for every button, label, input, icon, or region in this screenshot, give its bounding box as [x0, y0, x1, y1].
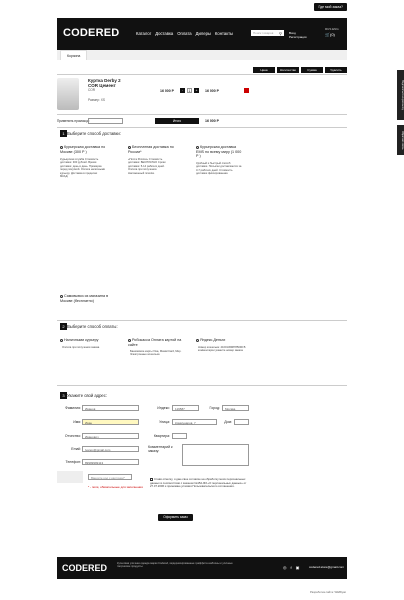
- main-nav: [136, 31, 233, 36]
- payment-option-yandex[interactable]: [196, 338, 251, 343]
- product-size: Размер: XS: [88, 98, 105, 102]
- comment-label: Комментарий к заказу:: [148, 445, 173, 453]
- product-image[interactable]: [57, 78, 79, 110]
- nav-item-payment[interactable]: Оплата: [177, 31, 192, 36]
- nav-item-delivery[interactable]: Доставка: [155, 31, 174, 36]
- tab-cart[interactable]: Корзина: [60, 50, 87, 60]
- quantity-stepper: [180, 88, 199, 93]
- delivery-option-ems[interactable]: [196, 145, 242, 159]
- required-note: * - поля, обязательные для заполнения: [88, 485, 143, 489]
- divider: [57, 127, 347, 128]
- captcha-input[interactable]: Введите код с картинки*: [88, 474, 132, 480]
- delivery-option-label: Курьерская доставка EMS по всему миру (1 000 Р ): [196, 145, 242, 158]
- flat-label: Квартира:: [153, 434, 170, 438]
- total-value: 16 000 Р: [205, 119, 220, 123]
- where-order-button[interactable]: Где мой заказ?: [314, 3, 347, 11]
- address-title: Укажите свой адрес:: [67, 393, 108, 398]
- middlename-field[interactable]: Иванович: [82, 433, 139, 439]
- facebook-icon[interactable]: f: [290, 565, 292, 570]
- phone-label: Телефон:: [65, 460, 81, 464]
- divider: [57, 385, 347, 386]
- house-field[interactable]: [234, 419, 249, 425]
- delivery-option-pickup[interactable]: [60, 294, 110, 303]
- payment-title: Выберите способ оплаты:: [67, 324, 118, 329]
- payment-option-robokassa[interactable]: [128, 338, 183, 347]
- radio[interactable]: [128, 146, 131, 149]
- cart-link[interactable]: [325, 32, 335, 37]
- search-input[interactable]: Поиск товаров: [251, 30, 284, 36]
- consent-text: Ставя отметку, я даю свое согласие на обработку моих персональных данных в соответствии с законом №152-ФЗ «О персональных данных» от 27.07.2006 и принимаю условия Пользовательского соглашения.: [150, 477, 247, 489]
- payment-option-label: Яндекс.Деньги: [200, 338, 226, 342]
- delivery-option-label: Бесплатная доставка по России*: [128, 145, 174, 154]
- delivery-option-courier[interactable]: [60, 145, 106, 154]
- lastname-label: Фамилия:: [65, 406, 81, 410]
- product-price: 16 000 Р: [160, 89, 175, 93]
- radio[interactable]: [196, 339, 199, 342]
- vk-icon[interactable]: ▣: [295, 565, 300, 570]
- payment-option-desc: Оплата при получении заказа: [62, 346, 100, 349]
- middlename-label: Отчество:: [64, 434, 81, 438]
- house-label: Дом:: [224, 420, 232, 424]
- payment-option-cash[interactable]: [60, 338, 115, 343]
- cart-column-headers: [57, 67, 347, 73]
- divider: [57, 74, 347, 75]
- delivery-option-label: Курьерская доставка по Москве (300 Р ): [60, 145, 106, 154]
- radio[interactable]: [128, 339, 131, 342]
- auth-links: [289, 31, 307, 39]
- city-label: Город:: [209, 406, 220, 410]
- delivery-option-desc: «Почта России» Стоимость доставки: БЕСПЛАТНО Сроки доставки: 5-14 рабочих дней. Оплата при получении. Наложенный платёж.: [128, 158, 166, 175]
- payment-option-label: Наличными курьеру: [64, 338, 99, 342]
- divider: [57, 114, 347, 115]
- product-sum: 16 000 Р: [205, 89, 220, 93]
- divider: [57, 320, 347, 321]
- payment-option-desc: Номер кошелька: 410013698785090 В комментарии укажите номер заказа: [198, 346, 246, 353]
- street-label: Улица:: [159, 420, 170, 424]
- radio[interactable]: [60, 295, 63, 298]
- firstname-field[interactable]: Иван: [82, 419, 139, 425]
- nav-item-dealers[interactable]: Дилеры: [195, 31, 211, 36]
- cart-count: (0): [329, 32, 335, 37]
- payment-option-desc: Банковские карты Visa, MasterCard, Мир. Электронные кошельки.: [130, 350, 182, 357]
- step-number: 2: [60, 323, 67, 330]
- captcha-image: [57, 471, 83, 483]
- email-label: Email:: [71, 447, 81, 451]
- city-field[interactable]: Москва: [222, 405, 249, 411]
- promo-label: Применить промокод:: [57, 119, 90, 123]
- search-icon[interactable]: ⚲: [279, 31, 282, 36]
- total-label: Итого: [155, 118, 199, 124]
- header: [57, 18, 347, 50]
- cart-icon: 🛒: [325, 32, 330, 37]
- register-link[interactable]: Регистрация: [289, 35, 307, 39]
- consent-checkbox[interactable]: [150, 478, 250, 489]
- qty-plus-button[interactable]: +: [195, 88, 198, 92]
- made-by[interactable]: Разработка сайта: WEBtyan: [310, 590, 347, 594]
- phone-field[interactable]: 89999999113: [82, 459, 139, 465]
- flat-field[interactable]: [172, 433, 187, 439]
- topbar: [57, 0, 347, 16]
- radio[interactable]: [60, 339, 63, 342]
- product-title-line1: Куртка Derby 2: [88, 78, 121, 83]
- delivery-option-post[interactable]: [128, 145, 174, 154]
- col-qty: Количество: [277, 67, 299, 73]
- delivery-title: Выберите способ доставки:: [67, 131, 121, 136]
- footer-logo[interactable]: CODERED: [62, 563, 108, 573]
- step-number: 1: [60, 130, 67, 137]
- col-delete: Удалить: [325, 67, 347, 73]
- subscribe-side-button[interactable]: Подписаться на рассылку: [397, 70, 404, 120]
- col-sum: Сумма: [301, 67, 323, 73]
- feedback-side-button[interactable]: Обратная связь: [397, 125, 404, 155]
- radio[interactable]: [196, 146, 199, 149]
- payment-option-label: Робокасса Оплата картой на сайте: [128, 338, 182, 347]
- promo-input[interactable]: [88, 118, 123, 124]
- footer-text: Культовая уличная одежда марки Codered, модернизированные граффити-шаблоны и уличные творческие продукты.: [117, 562, 233, 569]
- email-field[interactable]: ivanov@gmail.com: [82, 446, 139, 452]
- delivery-option-label: Самовывоз из магазина в Москве (бесплатно): [60, 294, 109, 303]
- qty-input[interactable]: 1: [188, 89, 191, 93]
- product-brand: COR: [88, 88, 96, 92]
- product-title-line2: COR Цемент: [88, 83, 116, 88]
- radio[interactable]: [60, 146, 63, 149]
- qty-minus-button[interactable]: -: [182, 88, 183, 92]
- index-field[interactable]: 119587: [172, 405, 199, 411]
- tabs: [57, 50, 347, 60]
- index-label: Индекс:: [157, 406, 170, 410]
- delete-item-button[interactable]: [244, 88, 249, 93]
- footer: [57, 557, 347, 579]
- submit-order-button[interactable]: Оформить заказ: [158, 514, 193, 521]
- lastname-field[interactable]: Иванов: [82, 405, 139, 411]
- footer-email[interactable]: codered.store@gmail.com: [309, 565, 345, 569]
- login-link[interactable]: Вход: [289, 31, 296, 35]
- comment-field[interactable]: [182, 444, 249, 466]
- product-title[interactable]: [88, 78, 121, 88]
- col-price: Цена: [253, 67, 275, 73]
- logo[interactable]: CODERED: [63, 27, 120, 39]
- firstname-label: Имя:: [73, 420, 81, 424]
- instagram-icon[interactable]: ◎: [283, 565, 287, 570]
- step-number: 3: [60, 392, 67, 399]
- nav-item-contacts[interactable]: Контакты: [214, 31, 234, 36]
- delivery-option-desc: Удобный и быстрый способ доставки. Посылки доставляются за 3-7 рабочих дней. Стоимость доставки фиксированная.: [196, 162, 242, 176]
- nav-item-catalog[interactable]: Каталог: [136, 31, 152, 36]
- footer-social: [283, 565, 299, 570]
- language-switch[interactable]: RUS ENG: [325, 27, 339, 31]
- delivery-option-desc: Курьерская служба Стоимость доставки: 300 рублей. Время доставки: день в день. Примерка перед покупкой. Оплата наличными курьеру. Доставка в пределах МКАД.: [60, 158, 106, 179]
- street-field[interactable]: Коммунаров, 7: [172, 419, 217, 425]
